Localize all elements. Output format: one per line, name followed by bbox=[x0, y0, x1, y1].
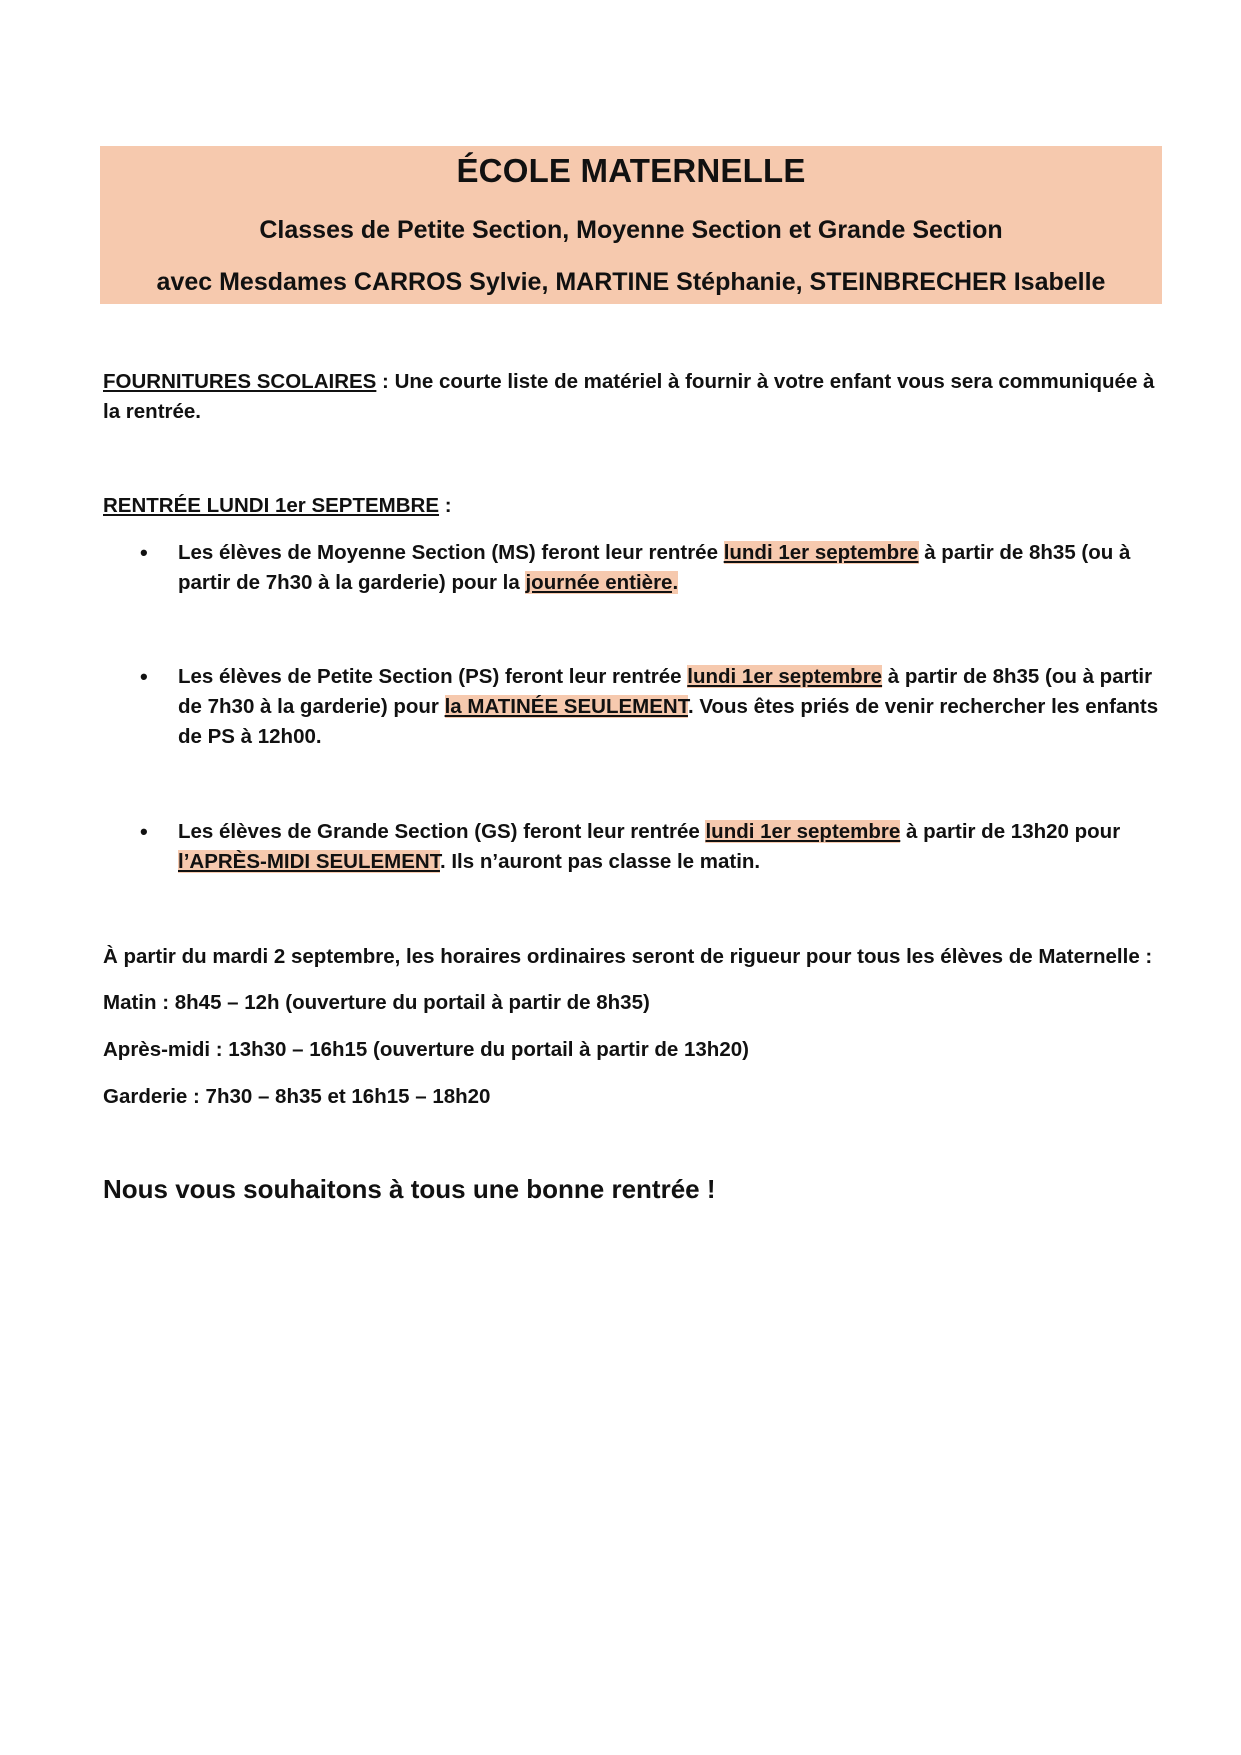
ps-text-2: à partir de 8h35 (ou à partir de 7h30 à la garderie) pour bbox=[178, 665, 1153, 718]
list-item-text bbox=[178, 662, 1168, 752]
list-item-text bbox=[178, 538, 1168, 598]
ms-date-highlight: lundi 1er septembre bbox=[723, 541, 919, 564]
bullet-icon: • bbox=[140, 819, 148, 844]
page-title: ÉCOLE MATERNELLE bbox=[456, 152, 806, 189]
rentree-heading bbox=[103, 491, 1163, 521]
teachers-line: avec Mesdames CARROS Sylvie, MARTINE Stéphanie, STEINBRECHER Isabelle bbox=[156, 268, 1106, 296]
gs-date-highlight: lundi 1er septembre bbox=[705, 820, 901, 843]
closing-message: Nous vous souhaitons à tous une bonne rentrée ! bbox=[103, 1174, 716, 1204]
ps-duration-highlight: la MATINÉE SEULEMENT bbox=[444, 695, 688, 718]
list-item-text bbox=[178, 817, 1168, 877]
bullet-icon: • bbox=[140, 540, 148, 565]
horaires-matin: Matin : 8h45 – 12h (ouverture du portail à partir de 8h35) bbox=[103, 991, 650, 1014]
ms-duration-highlight: journée entière bbox=[525, 571, 673, 594]
horaires-intro: À partir du mardi 2 septembre, les horaires ordinaires seront de rigueur pour tous les élèves de Maternelle : bbox=[103, 945, 1153, 968]
ps-date-highlight: lundi 1er septembre bbox=[687, 665, 883, 688]
rentree-label: RENTRÉE LUNDI 1er SEPTEMBRE bbox=[103, 494, 440, 517]
horaires-apres-midi: Après-midi : 13h30 – 16h15 (ouverture du portail à partir de 13h20) bbox=[103, 1038, 749, 1061]
fournitures-label: FOURNITURES SCOLAIRES bbox=[103, 370, 377, 393]
gs-text-3: . Ils n’auront pas classe le matin. bbox=[439, 850, 761, 873]
classes-subtitle: Classes de Petite Section, Moyenne Section et Grande Section bbox=[259, 216, 1003, 244]
rentree-suffix: : bbox=[439, 494, 452, 517]
ps-text-3: . Vous êtes priés de venir rechercher les enfants de PS à 12h00. bbox=[178, 695, 1159, 748]
fournitures-text: : Une courte liste de matériel à fournir à votre enfant vous sera communiquée à la rentrée. bbox=[103, 370, 1155, 423]
gs-duration-highlight: l’APRÈS-MIDI SEULEMENT bbox=[178, 850, 440, 873]
ms-text-1: Les élèves de Moyenne Section (MS) feront leur rentrée bbox=[178, 541, 724, 564]
gs-text-1: Les élèves de Grande Section (GS) feront leur rentrée bbox=[178, 820, 706, 843]
ps-text-1: Les élèves de Petite Section (PS) feront leur rentrée bbox=[178, 665, 688, 688]
ms-text-3: . bbox=[672, 571, 679, 594]
fournitures-paragraph bbox=[103, 367, 1163, 427]
bullet-icon: • bbox=[140, 664, 148, 689]
header-banner bbox=[100, 146, 1162, 304]
horaires-garderie: Garderie : 7h30 – 8h35 et 16h15 – 18h20 bbox=[103, 1085, 491, 1108]
gs-text-2: à partir de 13h20 pour bbox=[900, 820, 1121, 843]
ms-text-2: à partir de 8h35 (ou à partir de 7h30 à la garderie) pour la bbox=[178, 541, 1131, 594]
